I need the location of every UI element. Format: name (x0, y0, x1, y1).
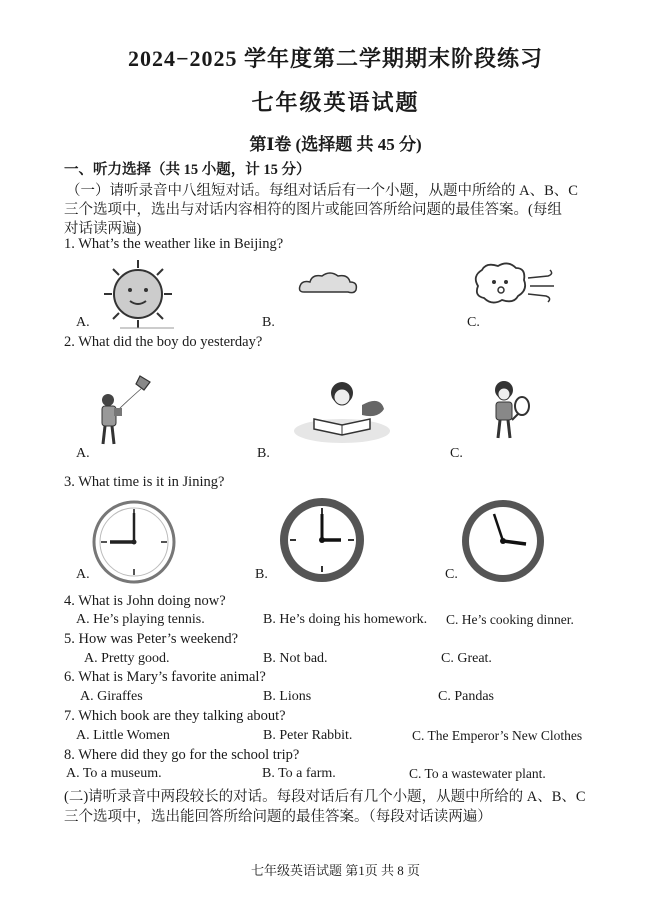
exam-subtitle: 七年级英语试题 (251, 90, 420, 115)
q7-option-c: C. The Emperor’s New Clothes (412, 728, 583, 743)
part1-heading: 一、听力选择（共 15 小题，计 15 分） (64, 162, 311, 178)
boy-tennis-icon (484, 378, 534, 444)
q7-option-b: B. Peter Rabbit. (263, 728, 353, 743)
q4-option-b: B. He’s doing his homework. (263, 612, 428, 627)
q5-option-b: B. Not bad. (263, 651, 328, 666)
q8-option-a: A. To a museum. (66, 766, 162, 781)
q6-option-b: B. Lions (263, 689, 312, 704)
q8-option-c: C. To a wastewater plant. (409, 766, 546, 781)
q4-option-a: A. He’s playing tennis. (76, 612, 205, 627)
page-footer: 七年级英语试题 第1页 共 8 页 (250, 863, 420, 878)
part1-instruction-line2: 三个选项中，选出与对话内容相符的图片或能回答所给问题的最佳答案。(每组 (64, 202, 562, 218)
question-2: 2. What did the boy do yesterday? (64, 334, 263, 350)
wind-icon (470, 260, 560, 310)
question-7: 7. Which book are they talking about? (64, 708, 286, 724)
clock-9-oclock-icon (92, 500, 176, 584)
question-3: 3. What time is it in Jining? (64, 474, 225, 490)
part1-instruction-line1: （一）请听录音中八组短对话。每组对话后有一个小题，从题中所给的 A、B、C (66, 183, 578, 199)
part2-instruction-line2: 三个选项中，选出能回答所给问题的最佳答案。（每段对话读两遍） (64, 809, 492, 825)
q8-option-b: B. To a farm. (262, 766, 336, 781)
q4-option-c: C. He’s cooking dinner. (446, 612, 574, 627)
q3-option-c: C. (445, 567, 458, 582)
q2-option-b: B. (257, 446, 270, 461)
q2-option-c: C. (450, 446, 463, 461)
q2-option-a: A. (76, 446, 90, 461)
q1-option-c: C. (467, 315, 480, 330)
question-8: 8. Where did they go for the school trip? (64, 747, 300, 763)
question-6: 6. What is Mary’s favorite animal? (64, 669, 266, 685)
q3-option-b: B. (255, 567, 268, 582)
q1-option-b: B. (262, 315, 275, 330)
q3-option-a: A. (76, 567, 90, 582)
q5-option-c: C. Great. (441, 651, 492, 666)
question-5: 5. How was Peter’s weekend? (64, 631, 239, 647)
q6-option-a: A. Giraffes (80, 689, 143, 704)
part2-instruction-line1: (二)请听录音中两段较长的对话。每段对话后有几个小题，从题中所给的 A、B、C (64, 789, 586, 805)
q6-option-c: C. Pandas (438, 689, 494, 704)
cloud-icon (298, 270, 360, 298)
q1-option-a: A. (76, 315, 90, 330)
question-4: 4. What is John doing now? (64, 593, 226, 609)
question-1: 1. What’s the weather like in Beijing? (64, 236, 284, 252)
q5-option-a: A. Pretty good. (84, 651, 170, 666)
section-title: 第Ⅰ卷 (选择题 共 45 分) (249, 135, 422, 154)
clock-12-oclock-icon (278, 496, 366, 584)
boy-reading-icon (292, 375, 392, 447)
part1-instruction-line3: 对话读两遍) (64, 221, 142, 237)
boy-flying-kite-icon (96, 372, 158, 450)
clock-1155-icon (460, 498, 546, 584)
exam-title: 2024−2025 学年度第二学期期末阶段练习 (127, 46, 544, 71)
q7-option-a: A. Little Women (76, 728, 170, 743)
sun-icon (100, 258, 178, 330)
